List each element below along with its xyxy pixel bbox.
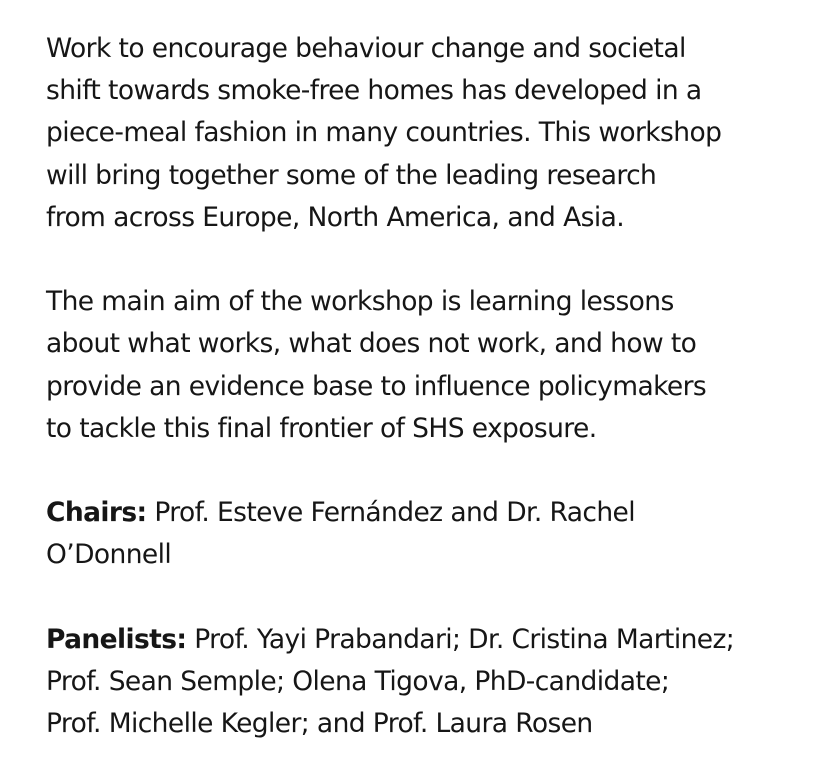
text-line: to tackle this final frontier of SHS exposure. [46,412,597,444]
panelists-names-continued: Prof. Sean Semple; Olena Tigova, PhD-candidate; [46,666,670,697]
text-line: shift towards smoke-free homes has developed in a [46,75,702,107]
chairs-label: Chairs: [46,497,147,529]
chairs-names: Prof. Esteve Fernández and Dr. Rachel [146,497,636,529]
paragraph-spacer [46,450,822,492]
workshop-description [46,28,822,745]
panelists-names-continued: Prof. Michelle Kegler; and Prof. Laura Rosen [46,708,593,740]
text-line: piece-meal fashion in many countries. This workshop [46,117,722,149]
panelists-paragraph [46,619,822,746]
panelists-line [46,619,822,661]
chairs-paragraph [46,492,822,576]
text-line: about what works, what does not work, and how to [46,328,697,360]
paragraph-spacer [46,577,822,619]
text-line: provide an evidence base to influence policymakers [46,370,707,402]
text-line: The main aim of the workshop is learning lessons [46,286,674,318]
text-line: will bring together some of the leading research [46,159,657,191]
panelists-label: Panelists: [46,623,187,655]
intro-paragraph [46,28,822,239]
aim-paragraph [46,281,822,450]
paragraph-spacer [46,239,822,281]
text-line: Work to encourage behaviour change and societal [46,33,686,64]
panelists-names: Prof. Yayi Prabandari; Dr. Cristina Martinez; [186,623,735,655]
chairs-names-continued: O’Donnell [46,539,172,571]
chairs-line [46,492,822,534]
text-line: from across Europe, North America, and Asia. [46,201,625,233]
